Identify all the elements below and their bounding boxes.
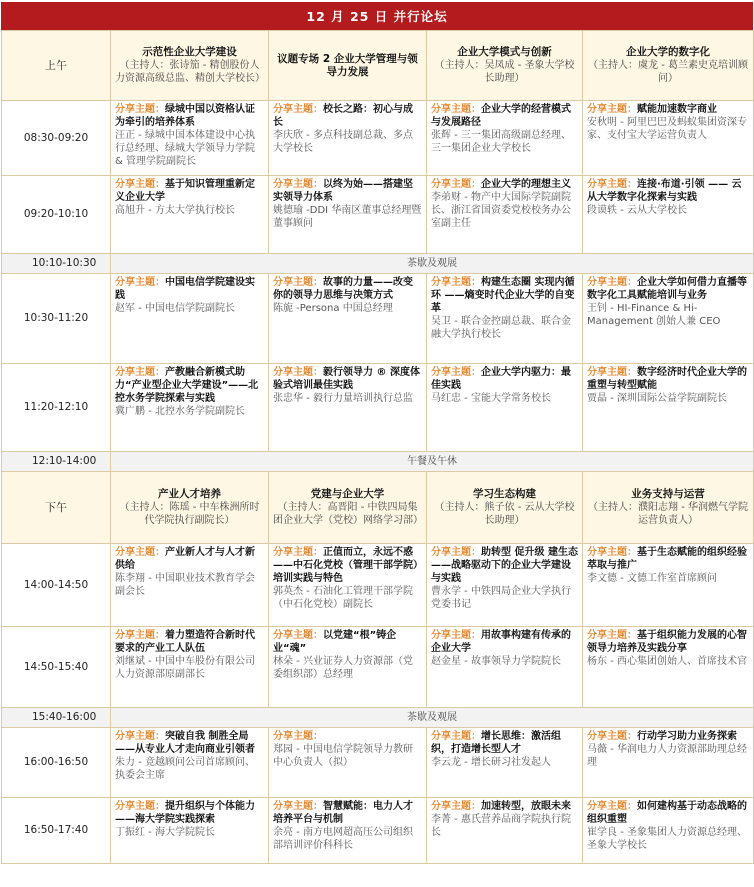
session-label: 分享主题： (431, 104, 481, 115)
time-slot-row (2, 544, 754, 627)
session-speaker: 王钊 - HI-Finance & Hi-Management 创始人兼 CEO (587, 303, 721, 327)
session-cell (111, 364, 269, 452)
schedule (1, 2, 753, 864)
session-label: 分享主题： (587, 630, 637, 641)
time-slot: 14:00-14:50 (2, 544, 111, 627)
time-slot-row (2, 176, 754, 254)
session-topic: 以党建“根”铸企业“魂” (273, 630, 397, 654)
session-label: 分享主题： (115, 731, 165, 742)
track-header (583, 31, 754, 101)
session-speaker: 段谟轶 - 云从大学校长 (587, 205, 687, 216)
session-cell (583, 728, 754, 798)
session-speaker: 陈旎 -Persona 中国总经理 (273, 303, 393, 314)
session-topic: 行动学习助力业务探索 (637, 731, 737, 742)
session-label: 分享主题： (115, 547, 165, 558)
session-label: 分享主题： (587, 547, 637, 558)
period-label: 下午 (2, 472, 111, 544)
session-cell (111, 544, 269, 627)
track-host: （主持人：熊子依 - 云从大学校长助理） (434, 502, 575, 526)
session-cell (427, 544, 583, 627)
session-label: 分享主题： (431, 630, 481, 641)
session-cell (583, 176, 754, 254)
session-speaker: 李文德 - 文德工作室首席顾问 (587, 573, 717, 584)
session-cell (111, 274, 269, 364)
session-speaker: 高旭升 - 方太大学执行校长 (115, 205, 235, 216)
break-time: 12:10-14:00 (2, 452, 111, 472)
track-title: 产业人才培养 (158, 488, 221, 500)
session-topic: 正值而立，永远不惑——中石化党校（管理干部学院）培训实践与特色 (273, 547, 418, 584)
session-topic: 着力塑造符合新时代要求的产业工人队伍 (115, 630, 255, 654)
session-cell (583, 274, 754, 364)
session-speaker: 马红忠 - 宝能大学常务校长 (431, 393, 551, 404)
session-label: 分享主题： (115, 367, 165, 378)
session-label: 分享主题： (587, 731, 637, 742)
session-cell (269, 274, 427, 364)
track-title: 示范性企业大学建设 (142, 46, 237, 58)
session-speaker: 张忠华 - 毅行力量培训执行总监 (273, 393, 413, 404)
session-label: 分享主题： (587, 801, 637, 812)
session-label: 分享主题： (273, 367, 323, 378)
session-label: 分享主题： (431, 801, 481, 812)
period-label: 上午 (2, 31, 111, 101)
session-label: 分享主题： (115, 104, 165, 115)
session-topic: 企业大学的经营模式与发展路径 (431, 104, 571, 128)
session-cell (269, 544, 427, 627)
session-cell (583, 627, 754, 708)
break-label: 茶歇及观展 (111, 254, 754, 274)
break-label: 午餐及午休 (111, 452, 754, 472)
track-header-row (2, 472, 754, 544)
session-cell (269, 176, 427, 254)
schedule-title: 12 月 25 日 并行论坛 (1, 2, 753, 30)
session-label: 分享主题： (587, 367, 637, 378)
track-header (583, 472, 754, 544)
break-row (2, 452, 754, 472)
session-speaker: 林朵 - 兴业证券人力资源部（党委组织部）总经理 (273, 656, 413, 680)
session-speaker: 吴卫 - 联合金控副总裁、联合金融大学执行校长 (431, 316, 571, 340)
session-cell (269, 101, 427, 176)
session-label: 分享主题： (587, 104, 637, 115)
session-topic: 如何建构基于动态战略的组织重塑 (587, 801, 747, 825)
session-label: 分享主题： (115, 801, 165, 812)
break-row (2, 254, 754, 274)
track-header-row (2, 31, 754, 101)
session-label: 分享主题： (273, 547, 323, 558)
session-speaker: 杨东 - 西心集团创始人、首席技术官 (587, 656, 747, 667)
session-cell (111, 798, 269, 864)
track-header (111, 31, 269, 101)
session-label: 分享主题： (115, 179, 165, 190)
track-host: （主持人：虞龙 - 葛兰素史克培训顾问） (588, 60, 748, 84)
session-cell (427, 627, 583, 708)
session-speaker: 李庆欣 - 多点科技副总裁、多点大学校长 (273, 130, 413, 154)
session-cell (427, 728, 583, 798)
time-slot-row (2, 798, 754, 864)
break-time: 15:40-16:00 (2, 708, 111, 728)
session-topic: 智慧赋能：电力人才培养平台与机制 (273, 801, 413, 825)
session-topic: 用故事构建有传承的企业大学 (431, 630, 571, 654)
session-speaker: 余亮 - 南方电网超高压公司组织部培训评价科科长 (273, 827, 413, 851)
session-label: 分享主题： (273, 731, 323, 742)
session-topic: 赋能加速数字商业 (637, 104, 717, 115)
track-host: （主持人：陈瑶 - 中车株洲所时代学院执行副院长） (119, 502, 260, 526)
session-speaker: 汪正 - 绿城中国本体建设中心执行总经理、绿城大学领导力学院 & 管理学院副院长 (115, 130, 255, 167)
session-speaker: 曹永学 - 中铁四局企业大学执行党委书记 (431, 586, 571, 610)
session-topic: 绿城中国以资格认证为牵引的培养体系 (115, 104, 255, 128)
session-label: 分享主题： (431, 367, 481, 378)
session-topic: 产教融合新模式助力“产业型企业大学建设”——北控水务学院探索与实践 (115, 367, 259, 404)
session-cell (111, 728, 269, 798)
session-topic: 中国电信学院建设实践 (115, 277, 255, 301)
session-topic: 企业大学如何借力直播等数字化工具赋能培训与业务 (587, 277, 747, 301)
session-speaker: 李菁 - 惠氏营养品商学院执行院长 (431, 814, 571, 838)
track-title: 学习生态构建 (473, 488, 536, 500)
session-topic: 校长之路：初心与成长 (273, 104, 413, 128)
session-speaker: 刘继斌 - 中国中车股份有限公司人力资源部原副部长 (115, 656, 255, 680)
session-topic: 增长思维：激活组织，打造增长型人才 (431, 731, 561, 755)
session-topic: 构建生态圈 实现内循环 ——熵变时代企业大学的自变革 (431, 277, 575, 314)
session-cell (427, 274, 583, 364)
session-topic: 助转型 促升级 建生态——战略驱动下的企业大学建设与实践 (431, 547, 578, 584)
time-slot: 14:50-15:40 (2, 627, 111, 708)
session-label: 分享主题： (273, 277, 323, 288)
time-slot-row (2, 101, 754, 176)
session-topic: 突破自我 制胜全局——从专业人才走向商业引领者 (115, 731, 255, 755)
time-slot: 11:20-12:10 (2, 364, 111, 452)
time-slot: 09:20-10:10 (2, 176, 111, 254)
session-speaker: 郑园 - 中国电信学院领导力教研中心负责人（拟） (273, 744, 413, 768)
session-speaker: 陈李翔 - 中国职业技术教育学会副会长 (115, 573, 255, 597)
session-speaker: 赵金星 - 故事领导力学院院长 (431, 656, 561, 667)
session-speaker: 张辉 - 三一集团高级副总经理、三一集团企业大学校长 (431, 130, 571, 154)
session-cell (427, 101, 583, 176)
session-speaker: 冀广鹏 - 北控水务学院副院长 (115, 406, 245, 417)
session-speaker: 朱力 - 竞越顾问公司首席顾问、执委会主席 (115, 757, 255, 781)
session-cell (269, 798, 427, 864)
schedule-table (1, 30, 754, 864)
track-host: （主持人：濮阳志翔 - 华润燃气学院运营负责人） (588, 502, 748, 526)
session-speaker: 郭英杰 - 石油化工管理干部学院（中石化党校）副院长 (273, 586, 413, 610)
time-slot-row (2, 364, 754, 452)
session-topic: 基于知识管理重新定义企业大学 (115, 179, 255, 203)
session-label: 分享主题： (273, 801, 323, 812)
time-slot-row (2, 627, 754, 708)
track-host: （主持人：张诗笳 - 精创股份人力资源高级总监、精创大学校长） (115, 60, 265, 84)
track-header (269, 472, 427, 544)
session-speaker: 赵军 - 中国电信学院副院长 (115, 303, 235, 314)
track-title: 企业大学模式与创新 (457, 46, 552, 58)
track-header (111, 472, 269, 544)
session-cell (583, 544, 754, 627)
session-topic: 故事的力量——改变你的领导力思维与决策方式 (273, 277, 413, 301)
session-label: 分享主题： (431, 547, 481, 558)
track-host: （主持人：高晋阳 - 中铁四局集团企业大学（党校）网络学习部） (273, 502, 423, 526)
session-cell (269, 364, 427, 452)
session-cell (269, 627, 427, 708)
track-header (269, 31, 427, 101)
session-topic: 产业新人才与人才新供给 (115, 547, 255, 571)
time-slot: 10:30-11:20 (2, 274, 111, 364)
track-title: 企业大学的数字化 (626, 46, 710, 58)
session-label: 分享主题： (115, 630, 165, 641)
session-cell (427, 798, 583, 864)
session-topic: 提升组织与个体能力——海大学院实践探索 (115, 801, 255, 825)
session-label: 分享主题： (431, 179, 481, 190)
session-speaker: 丁振红 - 海大学院院长 (115, 827, 215, 838)
session-cell (111, 627, 269, 708)
break-label: 茶歇及观展 (111, 708, 754, 728)
session-label: 分享主题： (115, 277, 165, 288)
session-label: 分享主题： (431, 277, 481, 288)
break-time: 10:10-10:30 (2, 254, 111, 274)
session-speaker: 安秋明 - 阿里巴巴及蚂蚁集团资深专家、支付宝大学运营负责人 (587, 117, 747, 141)
session-topic: 毅行领导力 ® 深度体验式培训最佳实践 (273, 367, 420, 391)
session-label: 分享主题： (273, 179, 323, 190)
session-label: 分享主题： (431, 731, 481, 742)
break-row (2, 708, 754, 728)
session-cell (111, 176, 269, 254)
session-speaker: 李云龙 - 增长研习社发起人 (431, 757, 551, 768)
session-topic: 连接·布道·引领 —— 云从大学数字化探索与实践 (587, 179, 742, 203)
session-cell (427, 364, 583, 452)
time-slot: 16:00-16:50 (2, 728, 111, 798)
session-topic: 企业大学的理想主义 (481, 179, 571, 190)
time-slot-row (2, 728, 754, 798)
session-cell (111, 101, 269, 176)
session-topic: 企业大学内驱力：最佳实践 (431, 367, 571, 391)
session-speaker: 贾晶 - 深圳国际公益学院副院长 (587, 393, 727, 404)
session-topic: 数字经济时代企业大学的重塑与转型赋能 (587, 367, 747, 391)
track-title: 议题专场 2 企业大学管理与领导力发展 (277, 52, 418, 78)
session-cell (269, 728, 427, 798)
session-topic: 基于生态赋能的组织经验萃取与推广 (587, 547, 747, 571)
track-host: （主持人：吴凤成 - 圣象大学校长助理） (434, 60, 575, 84)
track-title: 业务支持与运营 (631, 488, 705, 500)
time-slot: 16:50-17:40 (2, 798, 111, 864)
time-slot-row (2, 274, 754, 364)
session-label: 分享主题： (273, 630, 323, 641)
session-speaker: 李弟财 - 物产中大国际学院副院长、浙江省国资委党校校务办公室副主任 (431, 192, 571, 229)
session-topic: 加速转型，放眼未来 (481, 801, 571, 812)
track-header (427, 472, 583, 544)
time-slot: 08:30-09:20 (2, 101, 111, 176)
session-cell (583, 101, 754, 176)
track-header (427, 31, 583, 101)
session-topic: 基于组织能力发展的心智领导力培养及实践分享 (587, 630, 747, 654)
session-label: 分享主题： (587, 179, 637, 190)
session-speaker: 马薇 - 华润电力人力资源部助理总经理 (587, 744, 747, 768)
session-cell (583, 798, 754, 864)
session-cell (583, 364, 754, 452)
track-title: 党建与企业大学 (310, 488, 385, 500)
session-speaker: 崔学良 - 圣象集团人力资源总经理、圣象大学校长 (587, 827, 747, 851)
session-label: 分享主题： (587, 277, 637, 288)
session-label: 分享主题： (273, 104, 323, 115)
session-cell (427, 176, 583, 254)
session-speaker: 姚德瑜 -DDI 华南区董事总经理暨董事顾问 (273, 205, 422, 229)
session-topic: 以终为始——搭建坚实领导力体系 (273, 179, 413, 203)
